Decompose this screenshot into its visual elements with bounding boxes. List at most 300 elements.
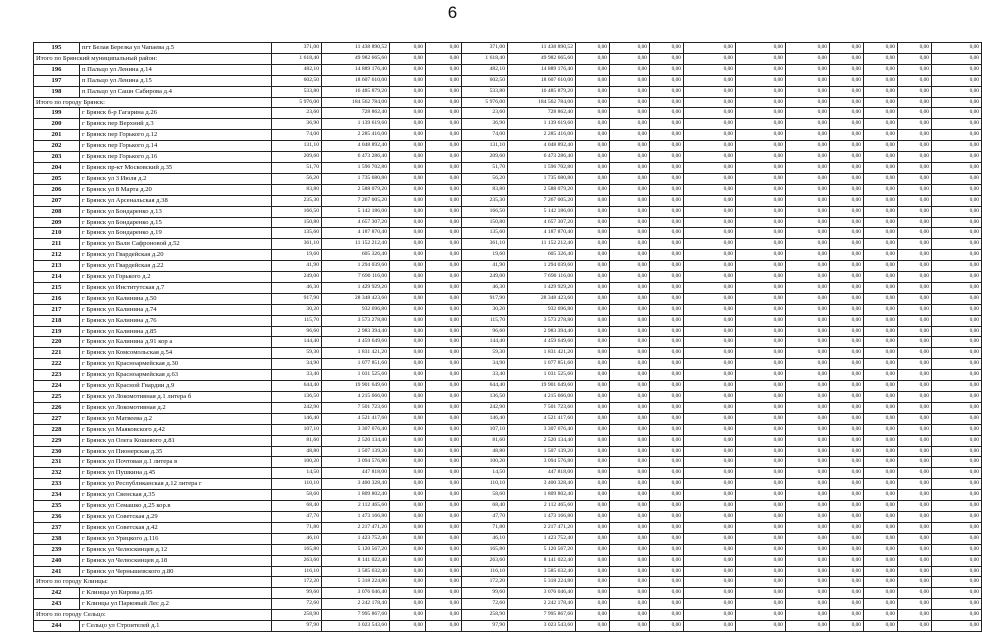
cost-cell: 18 607 610,00 — [322, 75, 390, 86]
summary-label: Итого по городу Сельцо: — [34, 610, 272, 621]
address-cell: г Брянск ул Арсенальская д.38 — [80, 195, 272, 206]
zero-cost-cell: 0,00 — [426, 162, 462, 173]
cost-cell: 1 077 851,60 — [322, 359, 390, 370]
area-cell: 34,90 — [272, 359, 322, 370]
zero-cost-cell: 0,00 — [426, 337, 462, 348]
zero-cell: 0,00 — [650, 348, 684, 359]
zero-cell: 0,00 — [610, 195, 650, 206]
zero-cell: 0,00 — [576, 588, 610, 599]
zero-cell: 0,00 — [786, 195, 830, 206]
zero-cell: 0,00 — [786, 293, 830, 304]
zero-cost-cell: 0,00 — [426, 217, 462, 228]
zero-cell: 0,00 — [610, 479, 650, 490]
zero-area-cell: 0,00 — [390, 337, 426, 348]
zero-cell: 0,00 — [786, 511, 830, 522]
zero-cell: 0,00 — [576, 43, 610, 54]
zero-cell: 0,00 — [610, 511, 650, 522]
cost-cell: 1 809 802,40 — [322, 490, 390, 501]
area-cell: 107,10 — [272, 424, 322, 435]
area-cell: 1 618,40 — [462, 53, 508, 64]
zero-cell: 0,00 — [576, 239, 610, 250]
zero-cell: 0,00 — [576, 424, 610, 435]
row-number: 239 — [34, 544, 80, 555]
zero-cell: 0,00 — [898, 413, 932, 424]
zero-cost-cell: 0,00 — [426, 610, 462, 621]
area-cell: 74,00 — [272, 130, 322, 141]
zero-cost-cell: 0,00 — [426, 359, 462, 370]
zero-cell: 0,00 — [610, 141, 650, 152]
table-row — [34, 152, 982, 163]
zero-cell: 0,00 — [932, 293, 982, 304]
zero-cell: 0,00 — [864, 97, 898, 108]
zero-cell: 0,00 — [932, 75, 982, 86]
zero-cell: 0,00 — [610, 533, 650, 544]
cost-cell: 3 585 632,40 — [322, 566, 390, 577]
zero-cell: 0,00 — [650, 457, 684, 468]
area-cell: 71,80 — [462, 522, 508, 533]
zero-area-cell: 0,00 — [390, 64, 426, 75]
area-cell: 172,20 — [272, 577, 322, 588]
zero-cell: 0,00 — [650, 162, 684, 173]
zero-cell: 0,00 — [786, 315, 830, 326]
zero-cell: 0,00 — [830, 511, 864, 522]
zero-cell: 0,00 — [932, 621, 982, 632]
zero-cell: 0,00 — [932, 392, 982, 403]
zero-cell: 0,00 — [650, 272, 684, 283]
zero-cell: 0,00 — [864, 479, 898, 490]
zero-cell: 0,00 — [864, 348, 898, 359]
area-cell: 146,40 — [462, 413, 508, 424]
table-row — [34, 43, 982, 54]
zero-cell: 0,00 — [898, 184, 932, 195]
area-cell: 14,50 — [272, 468, 322, 479]
zero-cell: 0,00 — [932, 141, 982, 152]
zero-cell: 0,00 — [830, 217, 864, 228]
zero-cost-cell: 0,00 — [426, 533, 462, 544]
zero-area-cell: 0,00 — [390, 424, 426, 435]
cost-cell: 4 048 892,40 — [508, 141, 576, 152]
cost-cell: 1 831 421,20 — [508, 348, 576, 359]
zero-cell: 0,00 — [650, 53, 684, 64]
zero-cell: 0,00 — [650, 217, 684, 228]
area-cell: 144,40 — [462, 337, 508, 348]
area-cell: 263,60 — [462, 555, 508, 566]
zero-cell: 0,00 — [830, 141, 864, 152]
zero-cell: 0,00 — [830, 457, 864, 468]
address-cell: г Брянск ул Чернышевского д.80 — [80, 566, 272, 577]
zero-cost-cell: 0,00 — [426, 86, 462, 97]
zero-cell: 0,00 — [576, 315, 610, 326]
zero-cell: 0,00 — [898, 206, 932, 217]
zero-cell: 0,00 — [684, 282, 736, 293]
zero-cell: 0,00 — [786, 206, 830, 217]
zero-cell: 0,00 — [864, 577, 898, 588]
zero-area-cell: 0,00 — [390, 522, 426, 533]
zero-cell: 0,00 — [932, 490, 982, 501]
area-cell: 51,70 — [462, 162, 508, 173]
zero-cell: 0,00 — [864, 544, 898, 555]
address-cell: г Брянск ул Калинина д.91 кор а — [80, 337, 272, 348]
zero-cell: 0,00 — [576, 195, 610, 206]
zero-cell: 0,00 — [650, 599, 684, 610]
area-cell: 166,50 — [272, 206, 322, 217]
zero-cell: 0,00 — [830, 522, 864, 533]
zero-cell: 0,00 — [830, 413, 864, 424]
zero-area-cell: 0,00 — [390, 348, 426, 359]
zero-area-cell: 0,00 — [390, 392, 426, 403]
row-number: 240 — [34, 555, 80, 566]
address-cell: г Брянск ул Калинина д.50 — [80, 293, 272, 304]
zero-cell: 0,00 — [650, 173, 684, 184]
cost-cell: 1 294 039,60 — [322, 261, 390, 272]
address-cell: г Брянск ул Калинина д.85 — [80, 326, 272, 337]
area-cell: 115,70 — [462, 315, 508, 326]
zero-cell: 0,00 — [786, 413, 830, 424]
zero-cell: 0,00 — [684, 152, 736, 163]
zero-cost-cell: 0,00 — [426, 435, 462, 446]
zero-cell: 0,00 — [932, 577, 982, 588]
zero-cell: 0,00 — [684, 173, 736, 184]
zero-cell: 0,00 — [650, 43, 684, 54]
zero-cell: 0,00 — [736, 555, 786, 566]
zero-cell: 0,00 — [576, 217, 610, 228]
row-number: 233 — [34, 479, 80, 490]
zero-cell: 0,00 — [736, 533, 786, 544]
zero-cell: 0,00 — [786, 184, 830, 195]
zero-cell: 0,00 — [650, 206, 684, 217]
zero-cell: 0,00 — [576, 511, 610, 522]
zero-cell: 0,00 — [932, 97, 982, 108]
cost-cell: 4 215 666,00 — [508, 392, 576, 403]
zero-cell: 0,00 — [864, 337, 898, 348]
zero-area-cell: 0,00 — [390, 195, 426, 206]
zero-cost-cell: 0,00 — [426, 75, 462, 86]
cost-cell: 7 995 867,60 — [508, 610, 576, 621]
zero-cost-cell: 0,00 — [426, 381, 462, 392]
row-number: 201 — [34, 130, 80, 141]
zero-area-cell: 0,00 — [390, 511, 426, 522]
zero-cell: 0,00 — [684, 239, 736, 250]
zero-cost-cell: 0,00 — [426, 501, 462, 512]
zero-cell: 0,00 — [786, 272, 830, 283]
area-cell: 81,60 — [462, 435, 508, 446]
row-number: 200 — [34, 119, 80, 130]
row-number: 221 — [34, 348, 80, 359]
zero-cost-cell: 0,00 — [426, 370, 462, 381]
table-row — [34, 75, 982, 86]
zero-cell: 0,00 — [898, 64, 932, 75]
cost-cell: 1 809 802,40 — [508, 490, 576, 501]
cost-cell: 5 142 186,00 — [508, 206, 576, 217]
zero-cell: 0,00 — [736, 282, 786, 293]
zero-cell: 0,00 — [610, 97, 650, 108]
area-cell: 533,80 — [272, 86, 322, 97]
zero-cell: 0,00 — [830, 272, 864, 283]
zero-cell: 0,00 — [932, 162, 982, 173]
zero-cell: 0,00 — [932, 228, 982, 239]
row-number: 206 — [34, 184, 80, 195]
zero-cell: 0,00 — [864, 413, 898, 424]
zero-cell: 0,00 — [650, 184, 684, 195]
zero-cell: 0,00 — [736, 152, 786, 163]
zero-area-cell: 0,00 — [390, 304, 426, 315]
area-cell: 48,80 — [462, 446, 508, 457]
zero-cell: 0,00 — [864, 370, 898, 381]
zero-cell: 0,00 — [610, 490, 650, 501]
zero-cost-cell: 0,00 — [426, 315, 462, 326]
zero-cell: 0,00 — [736, 501, 786, 512]
zero-cell: 0,00 — [786, 446, 830, 457]
zero-cell: 0,00 — [610, 599, 650, 610]
zero-cell: 0,00 — [786, 250, 830, 261]
zero-cost-cell: 0,00 — [426, 97, 462, 108]
table-row — [34, 348, 982, 359]
zero-cost-cell: 0,00 — [426, 119, 462, 130]
area-cell: 58,60 — [462, 490, 508, 501]
zero-cell: 0,00 — [830, 152, 864, 163]
zero-cell: 0,00 — [898, 577, 932, 588]
zero-cell: 0,00 — [864, 130, 898, 141]
row-number: 237 — [34, 522, 80, 533]
area-cell: 68,40 — [272, 501, 322, 512]
address-cell: п Пальцо ул Сашн Сабирова д.4 — [80, 86, 272, 97]
row-number: 217 — [34, 304, 80, 315]
zero-cost-cell: 0,00 — [426, 468, 462, 479]
zero-cell: 0,00 — [786, 522, 830, 533]
row-number: 209 — [34, 217, 80, 228]
zero-cell: 0,00 — [864, 250, 898, 261]
zero-cell: 0,00 — [830, 43, 864, 54]
zero-cell: 0,00 — [576, 53, 610, 64]
area-cell: 361,10 — [462, 239, 508, 250]
area-cell: 23,60 — [272, 108, 322, 119]
cost-cell: 3 094 576,80 — [322, 457, 390, 468]
zero-cell: 0,00 — [898, 53, 932, 64]
zero-cell: 0,00 — [932, 315, 982, 326]
row-number: 243 — [34, 599, 80, 610]
area-cell: 150,80 — [462, 217, 508, 228]
zero-area-cell: 0,00 — [390, 97, 426, 108]
zero-cell: 0,00 — [576, 250, 610, 261]
zero-cell: 0,00 — [864, 424, 898, 435]
zero-cell: 0,00 — [684, 108, 736, 119]
area-cell: 371,00 — [272, 43, 322, 54]
row-number: 202 — [34, 141, 80, 152]
area-cell: 83,80 — [462, 184, 508, 195]
zero-cell: 0,00 — [830, 184, 864, 195]
address-cell: г Брянск ул Красноармейская д.63 — [80, 370, 272, 381]
zero-area-cell: 0,00 — [390, 381, 426, 392]
zero-cell: 0,00 — [898, 359, 932, 370]
area-cell: 56,20 — [462, 173, 508, 184]
cost-cell: 3 573 278,80 — [322, 315, 390, 326]
area-cell: 33,40 — [462, 370, 508, 381]
zero-cell: 0,00 — [786, 119, 830, 130]
zero-area-cell: 0,00 — [390, 435, 426, 446]
area-cell: 46,30 — [272, 282, 322, 293]
table-row — [34, 228, 982, 239]
area-cell: 51,70 — [272, 162, 322, 173]
area-cell: 81,60 — [272, 435, 322, 446]
zero-cost-cell: 0,00 — [426, 588, 462, 599]
cost-cell: 6 473 286,40 — [322, 152, 390, 163]
cost-cell: 14 889 176,40 — [322, 64, 390, 75]
address-cell: г Брянск пер Горького д.14 — [80, 141, 272, 152]
zero-cost-cell: 0,00 — [426, 43, 462, 54]
zero-cell: 0,00 — [684, 261, 736, 272]
zero-cell: 0,00 — [898, 610, 932, 621]
area-cell: 242,90 — [462, 402, 508, 413]
address-cell: г Брянск ул Республиканская д.12 литера г — [80, 479, 272, 490]
cost-cell: 4 521 417,60 — [508, 413, 576, 424]
zero-cell: 0,00 — [684, 610, 736, 621]
zero-area-cell: 0,00 — [390, 577, 426, 588]
area-cell: 917,90 — [462, 293, 508, 304]
zero-cell: 0,00 — [932, 304, 982, 315]
row-number: 196 — [34, 64, 80, 75]
zero-cell: 0,00 — [898, 588, 932, 599]
zero-cell: 0,00 — [898, 566, 932, 577]
zero-cell: 0,00 — [736, 250, 786, 261]
zero-cell: 0,00 — [864, 184, 898, 195]
row-number: 195 — [34, 43, 80, 54]
zero-cell: 0,00 — [684, 381, 736, 392]
zero-cell: 0,00 — [736, 173, 786, 184]
table-row — [34, 381, 982, 392]
zero-cell: 0,00 — [610, 315, 650, 326]
row-number: 205 — [34, 173, 80, 184]
zero-cell: 0,00 — [830, 86, 864, 97]
area-cell: 59,30 — [462, 348, 508, 359]
zero-cell: 0,00 — [576, 206, 610, 217]
zero-cell: 0,00 — [830, 359, 864, 370]
table-row — [34, 544, 982, 555]
zero-cell: 0,00 — [736, 522, 786, 533]
zero-cell: 0,00 — [864, 621, 898, 632]
zero-cell: 0,00 — [576, 119, 610, 130]
zero-cell: 0,00 — [898, 195, 932, 206]
zero-cell: 0,00 — [830, 490, 864, 501]
zero-cell: 0,00 — [736, 413, 786, 424]
zero-cell: 0,00 — [830, 64, 864, 75]
row-number: 199 — [34, 108, 80, 119]
table-row — [34, 457, 982, 468]
zero-cell: 0,00 — [684, 162, 736, 173]
zero-cell: 0,00 — [650, 250, 684, 261]
zero-cost-cell: 0,00 — [426, 555, 462, 566]
zero-cell: 0,00 — [684, 228, 736, 239]
zero-cell: 0,00 — [736, 141, 786, 152]
zero-cell: 0,00 — [684, 293, 736, 304]
cost-cell: 1 596 702,80 — [322, 162, 390, 173]
zero-cell: 0,00 — [610, 577, 650, 588]
area-cell: 100,20 — [462, 457, 508, 468]
zero-cell: 0,00 — [786, 479, 830, 490]
zero-cell: 0,00 — [736, 348, 786, 359]
zero-cell: 0,00 — [650, 97, 684, 108]
area-cell: 258,90 — [462, 610, 508, 621]
zero-cell: 0,00 — [684, 490, 736, 501]
area-cell: 46,30 — [462, 282, 508, 293]
zero-cell: 0,00 — [932, 272, 982, 283]
address-cell: г Брянск ул Олега Кошевого д.81 — [80, 435, 272, 446]
zero-cell: 0,00 — [786, 501, 830, 512]
zero-area-cell: 0,00 — [390, 217, 426, 228]
zero-cell: 0,00 — [864, 522, 898, 533]
area-cell: 135,60 — [462, 228, 508, 239]
zero-cell: 0,00 — [650, 402, 684, 413]
zero-cell: 0,00 — [830, 162, 864, 173]
cost-cell: 8 141 022,40 — [508, 555, 576, 566]
zero-cell: 0,00 — [932, 206, 982, 217]
zero-cell: 0,00 — [864, 228, 898, 239]
zero-cell: 0,00 — [684, 468, 736, 479]
row-number: 226 — [34, 402, 80, 413]
table-row — [34, 326, 982, 337]
zero-cell: 0,00 — [786, 152, 830, 163]
zero-cell: 0,00 — [932, 130, 982, 141]
cost-cell: 1 735 680,80 — [322, 173, 390, 184]
zero-cost-cell: 0,00 — [426, 599, 462, 610]
area-cell: 166,50 — [462, 206, 508, 217]
cost-cell: 4 215 666,00 — [322, 392, 390, 403]
cost-cell: 7 690 116,00 — [322, 272, 390, 283]
zero-cell: 0,00 — [898, 130, 932, 141]
address-cell: г Брянск ул Почтовая д.1 литера в — [80, 457, 272, 468]
table-row — [34, 588, 982, 599]
table-row — [34, 261, 982, 272]
zero-cell: 0,00 — [864, 272, 898, 283]
zero-cell: 0,00 — [736, 457, 786, 468]
zero-cell: 0,00 — [786, 544, 830, 555]
zero-cell: 0,00 — [576, 392, 610, 403]
zero-cell: 0,00 — [786, 621, 830, 632]
zero-cell: 0,00 — [898, 457, 932, 468]
zero-cell: 0,00 — [864, 152, 898, 163]
zero-area-cell: 0,00 — [390, 555, 426, 566]
table-body — [34, 43, 982, 632]
row-number: 213 — [34, 261, 80, 272]
zero-cell: 0,00 — [736, 359, 786, 370]
cost-cell: 1 031 525,60 — [322, 370, 390, 381]
zero-cell: 0,00 — [736, 468, 786, 479]
zero-cell: 0,00 — [898, 446, 932, 457]
zero-cost-cell: 0,00 — [426, 392, 462, 403]
zero-cell: 0,00 — [684, 370, 736, 381]
cost-cell: 19 901 649,60 — [508, 381, 576, 392]
zero-cell: 0,00 — [830, 501, 864, 512]
zero-cell: 0,00 — [684, 533, 736, 544]
area-cell: 34,90 — [462, 359, 508, 370]
zero-cell: 0,00 — [610, 326, 650, 337]
zero-cell: 0,00 — [898, 304, 932, 315]
zero-cell: 0,00 — [650, 424, 684, 435]
zero-cell: 0,00 — [684, 555, 736, 566]
table-row — [34, 359, 982, 370]
zero-cost-cell: 0,00 — [426, 195, 462, 206]
zero-cell: 0,00 — [786, 326, 830, 337]
table-row — [34, 64, 982, 75]
zero-cell: 0,00 — [830, 315, 864, 326]
zero-cell: 0,00 — [786, 457, 830, 468]
zero-cost-cell: 0,00 — [426, 261, 462, 272]
zero-cell: 0,00 — [830, 173, 864, 184]
zero-area-cell: 0,00 — [390, 544, 426, 555]
zero-cell: 0,00 — [610, 621, 650, 632]
zero-cell: 0,00 — [650, 566, 684, 577]
zero-cost-cell: 0,00 — [426, 446, 462, 457]
area-cell: 131,10 — [462, 141, 508, 152]
